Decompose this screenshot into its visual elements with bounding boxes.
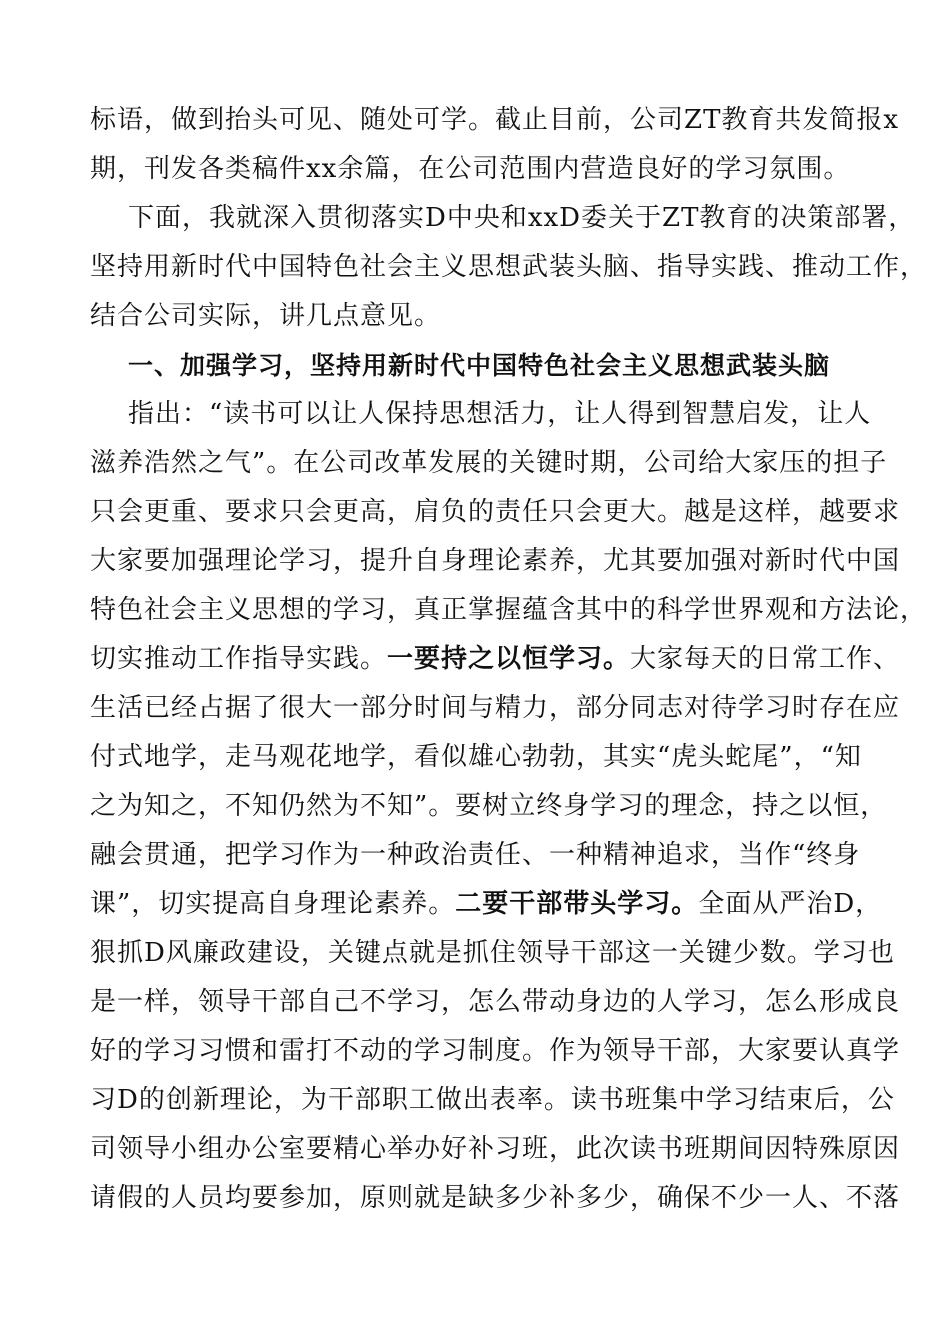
paragraph-line: 标语，做到抬头可见、随处可学。截止目前，公司ZT教育共发简报x	[90, 105, 900, 135]
paragraph-line: 特色社会主义思想的学习，真正掌握蕴含其中的科学世界观和方法论，	[90, 595, 928, 625]
paragraph-line: 坚持用新时代中国特色社会主义思想武装头脑、指导实践、推动工作，	[90, 252, 928, 282]
paragraph-line: 好的学习习惯和雷打不动的学习制度。作为领导干部，大家要认真学	[90, 1036, 901, 1066]
paragraph-line: 滋养浩然之气”。在公司改革发展的关键时期，公司给大家压的担子	[90, 448, 888, 478]
paragraph-line	[90, 635, 901, 684]
paragraph-line: 只会更重、要求只会更高，肩负的责任只会更大。越是这样，越要求	[90, 497, 901, 527]
bold-key-point: 二要干部带头学习。	[455, 889, 699, 919]
section-heading: 一、加强学习，坚持用新时代中国特色社会主义思想武装头脑	[128, 351, 831, 380]
paragraph-line: 狠抓D风廉政建设，关键点就是抓住领导干部这一关键少数。学习也	[90, 938, 895, 968]
paragraph-line: 融会贯通，把学习作为一种政治责任、一种精神追求，当作“终身	[90, 840, 861, 870]
paragraph-line: 是一样，领导干部自己不学习，怎么带动身边的人学习，怎么形成良	[90, 987, 901, 1017]
paragraph-line: 结合公司实际，讲几点意见。	[90, 301, 442, 331]
paragraph-line: 大家要加强理论学习，提升自身理论素养，尤其要加强对新时代中国	[90, 546, 901, 576]
paragraph-line: 习D的创新理论，为干部职工做出表率。读书班集中学习结束后，公	[90, 1085, 895, 1115]
paragraph-line: 付式地学，走马观花地学，看似雄心勃勃，其实“虎头蛇尾”，“知	[90, 742, 862, 772]
line-text: 课”，切实提高自身理论素养。	[90, 889, 456, 919]
paragraph-line: 指出：“读书可以让人保持思想活力，让人得到智慧启发，让人	[128, 399, 872, 429]
paragraph-line: 请假的人员均要参加，原则就是缺多少补多少，确保不少一人、不落	[90, 1183, 901, 1213]
paragraph-line: 之为知之，不知仍然为不知”。要树立终身学习的理念，持之以恒，	[90, 791, 888, 821]
line-text: 全面从严治D，	[698, 889, 883, 919]
paragraph-line: 司领导小组办公室要精心举办好补习班，此次读书班期间因特殊原因	[90, 1134, 901, 1164]
paragraph-line	[90, 880, 883, 929]
line-text: 切实推动工作指导实践。	[90, 644, 388, 674]
paragraph-line: 期，刊发各类稿件xx余篇，在公司范围内营造良好的学习氛围。	[90, 154, 851, 184]
paragraph-line: 生活已经占据了很大一部分时间与精力，部分同志对待学习时存在应	[90, 693, 901, 723]
bold-key-point: 一要持之以恒学习。	[387, 644, 631, 674]
paragraph-line: 下面，我就深入贯彻落实D中央和xxD委关于ZT教育的决策部署，	[128, 203, 916, 233]
line-text: 大家每天的日常工作、	[630, 644, 901, 674]
